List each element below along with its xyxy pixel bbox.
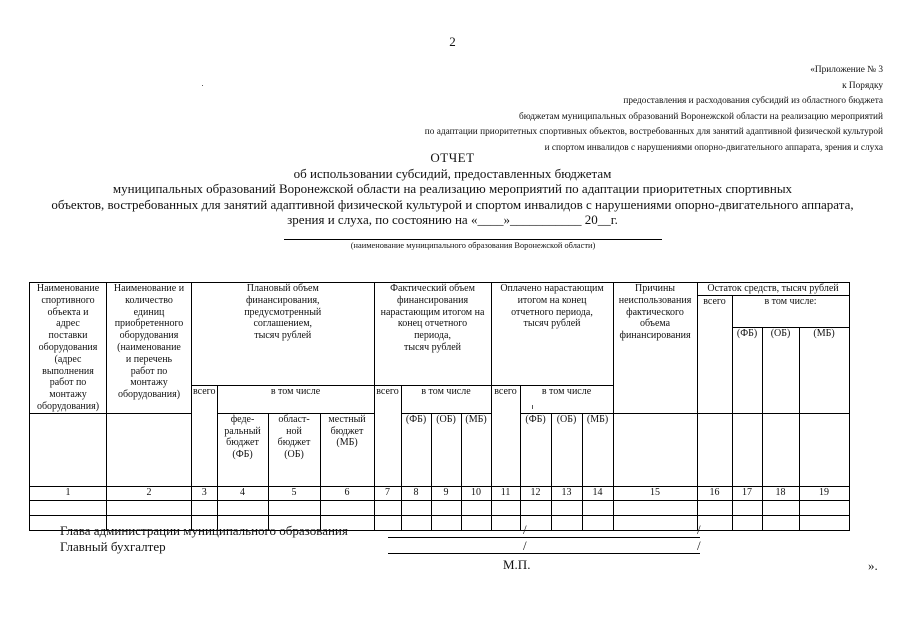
column-number: 15 <box>613 486 697 500</box>
signature-separator: / <box>697 522 701 537</box>
appendix-line: к Порядку <box>842 80 883 91</box>
column-number: 10 <box>461 486 491 500</box>
column-number: 4 <box>217 486 268 500</box>
col-header-plan: Плановый объем финансирования, предусмотренный соглашением, тысяч рублей <box>192 283 375 386</box>
balance-fb: (ФБ) <box>732 327 762 413</box>
closing-quote: ». <box>868 558 878 573</box>
balance-ob: (ОБ) <box>762 327 799 413</box>
column-number: 9 <box>431 486 461 500</box>
column-number: 14 <box>582 486 613 500</box>
signature-line <box>388 553 700 554</box>
balance-including: в том числе: <box>732 296 849 328</box>
column-number: 13 <box>551 486 582 500</box>
col-spacer <box>613 413 697 486</box>
signature-separator: / <box>523 538 527 553</box>
appendix-line: предоставления и расходования субсидий из областного бюджета <box>623 96 883 107</box>
report-title-line: зрения и слуха, по состоянию на «____»___________ 20__г. <box>287 212 618 228</box>
report-title-line: об использовании субсидий, предоставленных бюджетам <box>293 165 612 181</box>
plan-reg-budget: област- ной бюджет (ОБ) <box>268 413 320 486</box>
fact-mb: (МБ) <box>461 413 491 486</box>
appendix-line: бюджетам муниципальных образований Воронежской области на реализацию мероприятий <box>519 111 883 122</box>
col-header-equipment: Наименование и количество единиц приобретенного оборудования (наименование и перечень работ по монтажу оборудования) <box>107 283 192 414</box>
signature-line <box>388 537 700 538</box>
column-number: 5 <box>268 486 320 500</box>
column-number: 6 <box>320 486 374 500</box>
column-number: 2 <box>107 486 192 500</box>
balance-mb: (МБ) <box>799 327 849 413</box>
page-number: 2 <box>449 34 456 49</box>
plan-fed-budget: феде- ральный бюджет (ФБ) <box>217 413 268 486</box>
appendix-line: по адаптации приоритетных спортивных объектов, востребованных для занятий адаптивной физической культурой <box>424 127 883 138</box>
column-number: 7 <box>374 486 401 500</box>
scan-speck <box>202 85 203 86</box>
col-spacer <box>799 413 849 486</box>
appendix-header <box>425 63 883 157</box>
plan-loc-budget: местный бюджет (МБ) <box>320 413 374 486</box>
col-spacer <box>30 413 107 486</box>
paid-fb: (ФБ) <box>520 413 551 486</box>
fact-fb: (ФБ) <box>401 413 431 486</box>
column-number: 1 <box>30 486 107 500</box>
signature-separator: / <box>697 538 701 553</box>
chief-accountant-label: Главный бухгалтер <box>60 539 166 554</box>
report-heading: ОТЧЕТ <box>430 150 475 165</box>
appendix-line: и спортом инвалидов с нарушениями опорно-двигательного аппарата, зрения и слуха <box>544 142 883 153</box>
municipality-caption: (наименование муниципального образования Воронежской области) <box>350 241 596 250</box>
scan-speck <box>532 405 533 409</box>
report-title-line: муниципальных образований Воронежской области на реализацию мероприятий по адаптации приоритетных спортивных <box>112 181 793 197</box>
col-header-fact: Фактический объем финансирования нарастающим итогом на конец отчетного периода, тысяч рублей <box>374 283 491 386</box>
col-header-balance: Остаток средств, тысяч рублей <box>697 283 849 296</box>
municipality-name-line <box>284 239 662 240</box>
col-header-object: Наименование спортивного объекта и адрес поставки оборудования (адрес выполнения работ по монтажу оборудования) <box>30 283 107 414</box>
balance-total: всего <box>697 296 732 414</box>
col-spacer <box>697 413 732 486</box>
col-spacer <box>732 413 762 486</box>
paid-mb: (МБ) <box>582 413 613 486</box>
paid-including: в том числе <box>520 385 613 413</box>
column-number: 12 <box>520 486 551 500</box>
fact-total: всего <box>374 385 401 486</box>
paid-ob: (ОБ) <box>551 413 582 486</box>
column-number: 8 <box>401 486 431 500</box>
head-of-administration-label: Глава администрации муниципального образования <box>60 523 348 538</box>
column-number: 17 <box>732 486 762 500</box>
paid-total: всего <box>491 385 520 486</box>
col-spacer <box>762 413 799 486</box>
report-table <box>29 282 850 531</box>
col-header-paid: Оплачено нарастающим итогом на конец отчетного периода, тысяч рублей <box>491 283 613 386</box>
plan-including: в том числе <box>217 385 374 413</box>
column-number: 11 <box>491 486 520 500</box>
report-title <box>0 150 905 228</box>
plan-total: всего <box>192 385 218 486</box>
fact-ob: (ОБ) <box>431 413 461 486</box>
signature-lines <box>388 523 706 555</box>
column-number: 18 <box>762 486 799 500</box>
col-spacer <box>107 413 192 486</box>
stamp-place: М.П. <box>503 557 531 572</box>
column-number: 3 <box>192 486 218 500</box>
column-number-row <box>30 486 850 500</box>
appendix-line: «Приложение № 3 <box>810 65 883 75</box>
signatories <box>60 523 348 555</box>
signature-separator: / <box>523 522 527 537</box>
report-title-line: объектов, востребованных для занятий адаптивной физической культурой и спортом инвалидов с нарушениями опорно-двигательного аппарата, <box>51 196 854 212</box>
fact-including: в том числе <box>401 385 491 413</box>
col-header-reasons: Причины неиспользования фактического объема финансирования <box>613 283 697 414</box>
table-row <box>30 500 850 515</box>
column-number: 16 <box>697 486 732 500</box>
column-number: 19 <box>799 486 849 500</box>
